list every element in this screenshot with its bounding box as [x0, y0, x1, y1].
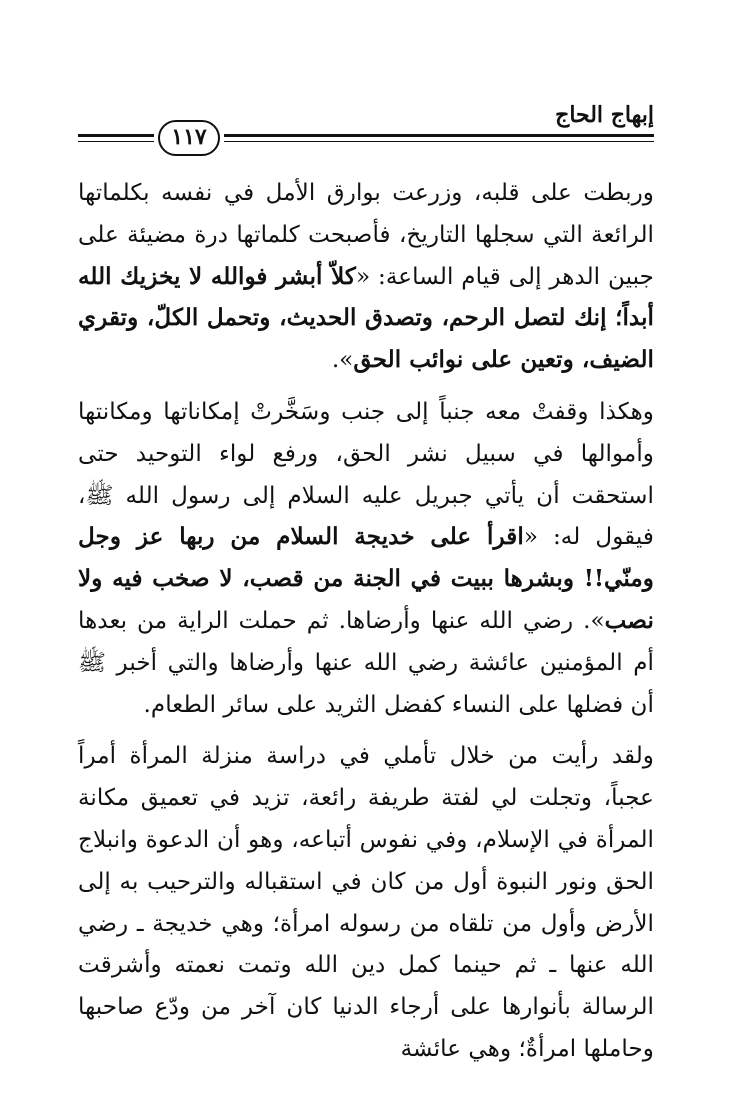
paragraph-1-quote: كلاّ أبشر فوالله لا يخزيك الله أبداً؛ إنك لتصل الرحم، وتصدق الحديث، وتحمل الكلّ، وتقري الضيف، وتعين على نوائب الحق	[78, 262, 654, 374]
header-rule-right	[224, 134, 654, 137]
header-rule-right-thin	[224, 141, 654, 142]
paragraph-3-text: ولقد رأيت من خلال تأملي في دراسة منزلة المرأة أمراً عجباً، وتجلت لي لفتة طريفة رائعة، تزيد في تعميق مكانة المرأة في الإسلام، وفي نفوس أتباعه، وهو أن الدعوة وانبلاج الحق ونور النبوة أول من كان في استقباله والترحيب به إلى الأرض وأول من تلقاه من رسوله امرأة؛ وهي خديجة ـ رضي الله عنها ـ ثم حينما كمل دين الله وتمت نعمته وأشرقت الرسالة بأنوارها على أرجاء الدنيا كان آخر من ودّع صاحبها وحاملها امرأةٌ؛ وهي عائشة	[78, 742, 654, 1062]
page-number: ١١٧	[158, 120, 220, 156]
paragraph-3	[78, 735, 654, 1069]
body-text	[78, 172, 654, 1070]
paragraph-1-text-a: وربطت على قلبه، وزرعت بوارق الأمل في نفسه بكلماتها الرائعة التي سجلها التاريخ، فأصبحت كلماتها درة مضيئة على جبين الدهر إلى قيام الساعة: «	[78, 179, 654, 290]
paragraph-2	[78, 391, 654, 725]
page-header	[78, 100, 654, 162]
paragraph-2-quote: اقرأ على خديجة السلام من ربها عز وجل ومنّي!! وبشرها ببيت في الجنة من قصب، لا صخب فيه ولا نصب	[78, 523, 654, 634]
header-rule-left-thin	[78, 141, 154, 142]
paragraph-1	[78, 172, 654, 381]
paragraph-1-text-b: ».	[331, 346, 354, 374]
running-title: إبهاج الحاج	[555, 102, 654, 128]
paragraph-2-text-b: ». رضي الله عنها وأرضاها. ثم حملت الراية من بعدها أم المؤمنين عائشة رضي الله عنها وأرضاها والتي أخبر ﷺ أن فضلها على النساء كفضل الثريد على سائر الطعام.	[78, 606, 654, 718]
paragraph-2-text-a: وهكذا وقفتْ معه جنباً إلى جنب وسَخَّرتْ إمكاناتها ومكانتها وأموالها في سبيل نشر الحق، ورفع لواء التوحيد حتى استحقت أن يأتي جبريل عليه السلام إلى رسول الله ﷺ، فيقول له: «	[78, 397, 654, 551]
header-rule-left	[78, 134, 154, 137]
